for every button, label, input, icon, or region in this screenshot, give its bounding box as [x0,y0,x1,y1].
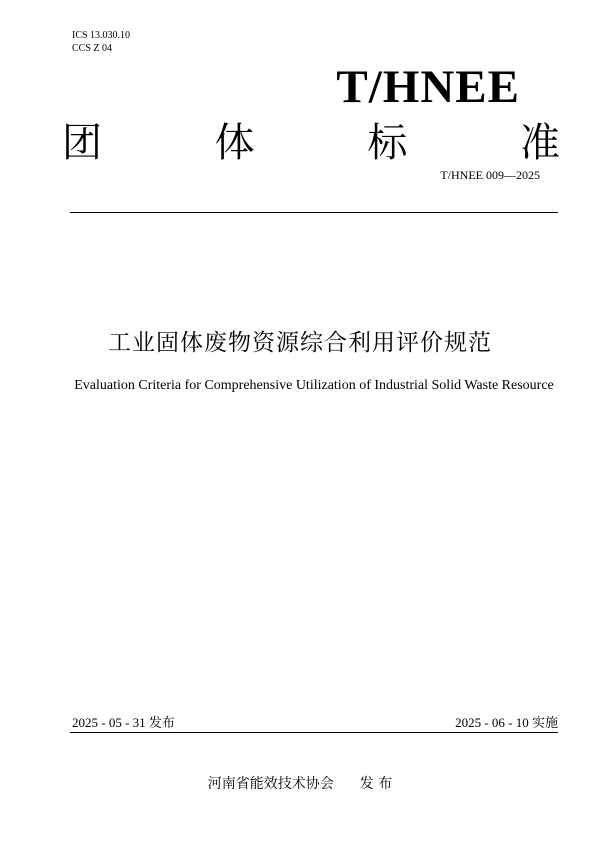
ics-code: ICS 13.030.10 [72,30,131,41]
title-chinese: 工业固体废物资源综合利用评价规范 [108,330,492,356]
top-divider [70,212,558,213]
ccs-code: CCS Z 04 [72,43,113,54]
standard-type-char: 体 [214,120,255,166]
standard-type-char: 团 [62,120,102,166]
publish-date: 2025 - 05 - 31 发布 [72,715,175,730]
issuer-organization: 河南省能效技术协会 [207,776,334,792]
standard-type-heading [62,118,560,168]
standard-type-char: 准 [519,120,560,166]
standard-logo: T/HNEE [336,61,520,113]
implement-date: 2025 - 06 - 10 实施 [455,715,558,730]
issuer-line [0,775,600,793]
standard-type-char: 标 [367,120,408,166]
standard-number: T/HNEE 009—2025 [440,168,540,182]
title-english: Evaluation Criteria for Comprehensive Utilization of Industrial Solid Waste Resource [74,378,554,393]
issuer-action: 发 布 [359,776,393,792]
bottom-divider [70,732,558,733]
